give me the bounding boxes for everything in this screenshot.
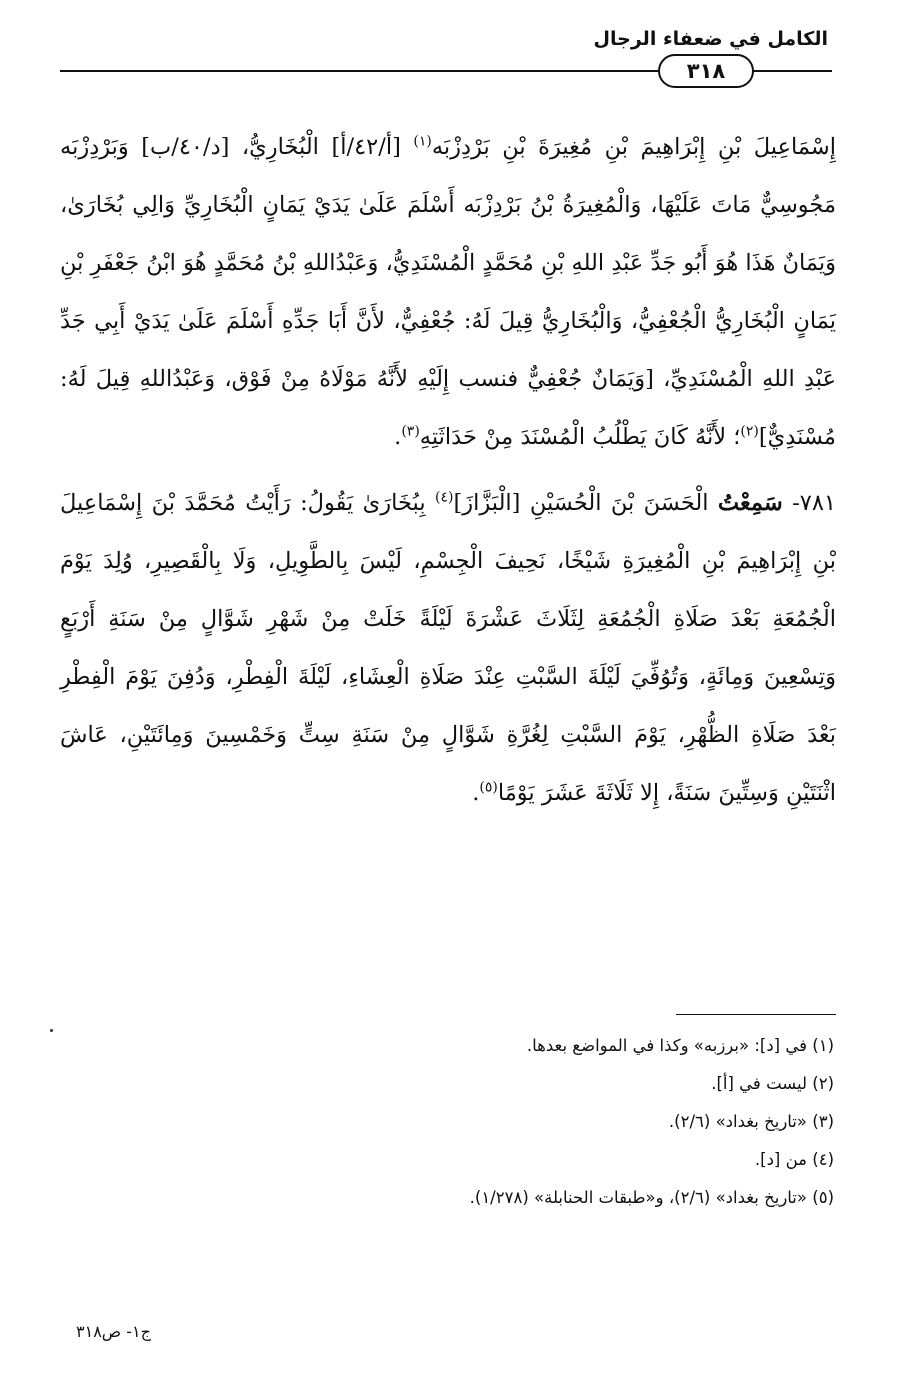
footnote-2: (٢) ليست في [أ]. xyxy=(711,1074,834,1093)
page-number: ٣١٨ xyxy=(658,54,754,88)
footnotes xyxy=(74,1027,834,1217)
footnote-1: (١) في [د]: «برزبه» وكذا في المواضع بعدها. xyxy=(526,1036,834,1055)
paragraph-1 xyxy=(60,118,836,466)
text-run: ؛ لأَنَّهُ كَانَ يَطْلُبُ الْمُسْنَدَ مِنْ حَدَاثَتِهِ xyxy=(419,424,741,450)
text-run: . xyxy=(394,424,402,450)
text-run: بِبُخَارَىٰ يَقُولُ: رَأَيْتُ مُحَمَّدَ بْنَ إِسْمَاعِيلَ بْنِ إِبْرَاهِيمَ بْنِ الْمُغِيرَةِ شَيْخًا، نَحِيفَ الْجِسْمِ، لَيْسَ بِالطَّوِيلِ، وَلَا بِالْقَصِيرِ، وُلِدَ يَوْمَ الْجُمُعَةِ بَعْدَ صَلَاةِ الْجُمُعَةِ لِثَلَاثَ عَشْرَةَ لَيْلَةً خَلَتْ مِنْ شَهْرِ شَوَّالٍ مِنْ سَنَةِ أَرْبَعٍ وَتِسْعِينَ وَمِائَةٍ، وَتُوُفِّيَ لَيْلَةَ السَّبْتِ عِنْدَ صَلَاةِ الْعِشَاءِ، لَيْلَةَ الْفِطْرِ، وَدُفِنَ يَوْمَ الْفِطْرِ بَعْدَ صَلَاةِ الظُّهْرِ، يَوْمَ السَّبْتِ لِغُرَّةِ شَوَّالٍ مِنْ سَنَةِ سِتٍّ وَخَمْسِينَ وَمِائَتَيْنِ، عَاشَ اثْنَتَيْنِ وَسِتِّينَ سَنَةً، إِلا ثَلَاثَةَ عَشَرَ يَوْمًا xyxy=(60,490,836,806)
footnote-ref-1: (١) xyxy=(413,133,432,150)
volume-page-reference: ج١- ص٣١٨ xyxy=(76,1322,151,1341)
entry-number: ٧٨١- xyxy=(782,490,836,516)
footnote-3: (٣) «تاريخ بغداد» (٢/٦). xyxy=(668,1112,834,1131)
footnote-ref-5: (٥) xyxy=(479,779,498,796)
running-title: الكامل في ضعفاء الرجال xyxy=(593,28,828,50)
text-run: الْحَسَنَ بْنَ الْحُسَيْنِ [الْبَزَّازَ] xyxy=(453,490,718,516)
text-run: . xyxy=(472,780,480,806)
paragraph-2 xyxy=(60,474,836,822)
footnote-ref-3: (٣) xyxy=(401,423,420,440)
footnote-5: (٥) «تاريخ بغداد» (٢/٦)، و«طبقات الحنابلة» (١/٢٧٨). xyxy=(469,1188,834,1207)
entry-lead-word: سَمِعْتُ xyxy=(717,490,783,516)
footnote-ref-4: (٤) xyxy=(435,489,454,506)
main-text xyxy=(60,118,836,822)
footnote-4: (٤) من [د]. xyxy=(754,1150,834,1169)
stray-mark xyxy=(50,1029,53,1032)
footnote-separator xyxy=(676,1014,836,1015)
text-run: [أ/٤٢/أ] الْبُخَارِيُّ، [د/٤٠/ب] وَبَرْدِزْبَه مَجُوسِيٌّ مَاتَ عَلَيْهَا، وَالْمُغِيرَةُ بْنُ بَرْدِزْبَه أَسْلَمَ عَلَىٰ يَدَيْ يَمَانٍ الْبُخَارِيِّ وَالِي بُخَارَىٰ، وَيَمَانٌ هَذَا هُوَ أَبُو جَدِّ عَبْدِ اللهِ بْنِ مُحَمَّدٍ الْمُسْنَدِيُّ، وَعَبْدُاللهِ بْنُ مُحَمَّدٍ هُوَ ابْنُ جَعْفَرِ بْنِ يَمَانٍ الْبُخَارِيُّ الْجُعْفِيُّ، وَالْبُخَارِيُّ قِيلَ لَهُ: جُعْفِيٌّ، لأَنَّ أَبَا جَدِّهِ أَسْلَمَ عَلَىٰ يَدَيْ أَبِي جَدِّ عَبْدِ اللهِ الْمُسْنَدِيِّ، [وَيَمَانٌ جُعْفِيٌّ فنسب إِلَيْهِ لأَنَّهُ مَوْلَاهُ مِنْ فَوْق، وَعَبْدُاللهِ قِيلَ لَهُ: مُسْنَدِيٌّ] xyxy=(60,134,836,450)
text-run: إِسْمَاعِيلَ بْنِ إِبْرَاهِيمَ بْنِ مُغِيرَةَ بْنِ بَرْدِزْبَه xyxy=(431,134,836,160)
footnote-ref-2: (٢) xyxy=(740,423,759,440)
